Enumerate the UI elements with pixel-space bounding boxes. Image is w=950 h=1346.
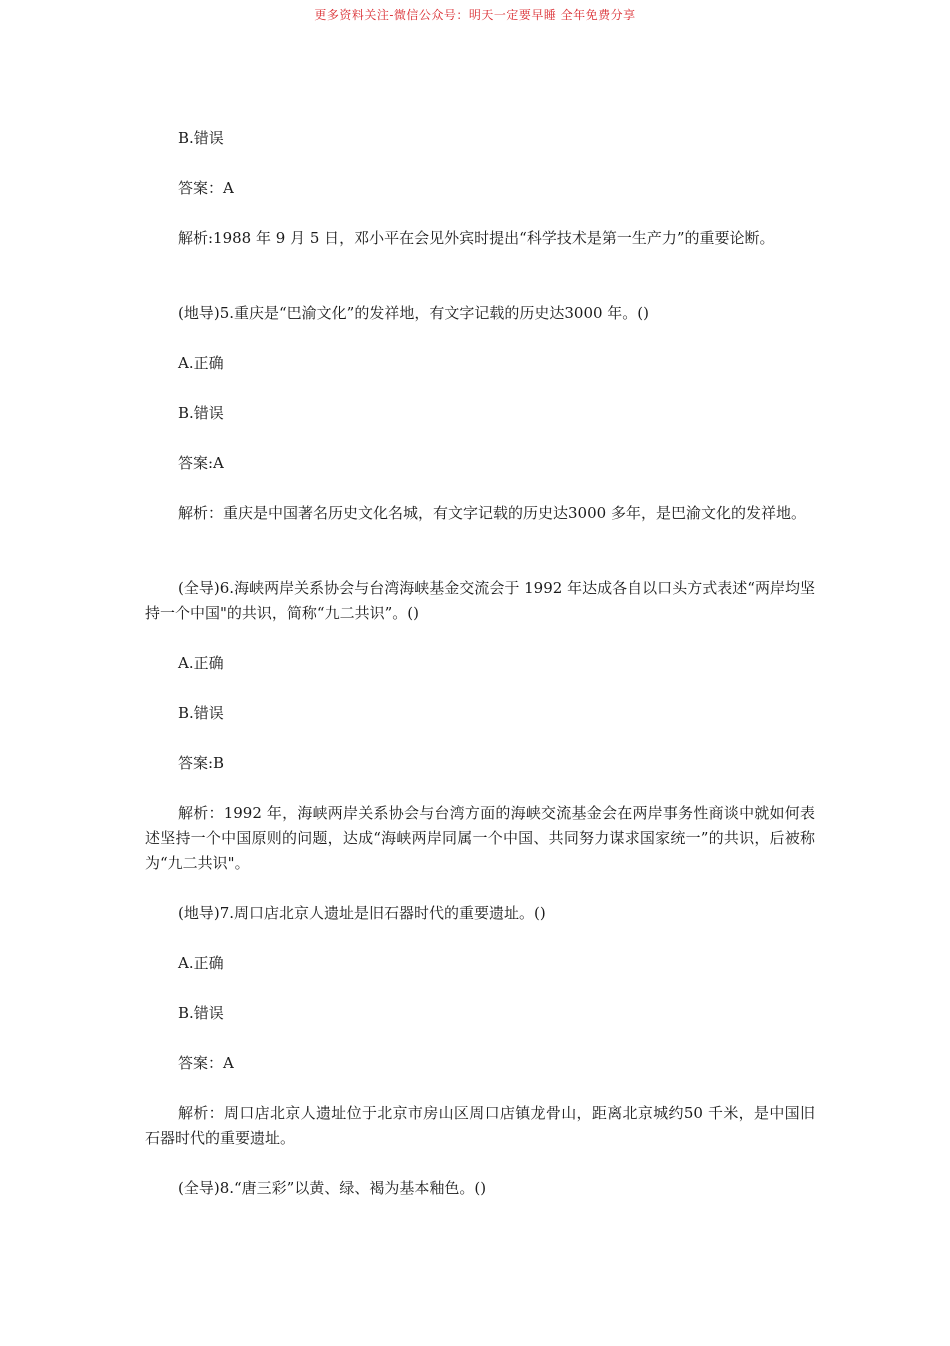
q6-analysis: 解析：1992 年，海峡两岸关系协会与台湾方面的海峡交流基金会在两岸事务性商谈中就如何表述坚持一个中国原则的问题，达成“海峡两岸同属一个中国、共同努力谋求国家统一”的共识，后被称为“九二共识"。 [145,804,815,872]
q6-option-a: A.正确 [178,654,224,672]
q4-analysis: 解析:1988 年 9 月 5 日，邓小平在会见外宾时提出“科学技术是第一生产力”的重要论断。 [178,229,775,247]
q8-question: (全导)8.“唐三彩”以黄、绿、褐为基本釉色。() [178,1179,487,1197]
q7-option-a: A.正确 [178,954,224,972]
q6-question: (全导)6.海峡两岸关系协会与台湾海峡基金交流会于 1992 年达成各自以口头方式表述“两岸均坚持一个中国"的共识，简称“九二共识”。() [145,579,815,622]
q4-answer: 答案：A [178,179,234,197]
q7-option-b: B.错误 [178,1004,224,1022]
q7-answer: 答案：A [178,1054,234,1072]
q5-option-a: A.正确 [178,354,224,372]
q5-answer: 答案:A [178,454,224,472]
q5-question: (地导)5.重庆是“巴渝文化”的发祥地，有文字记载的历史达3000 年。() [178,304,650,322]
header-banner: 更多资料关注-微信公众号：明天一定要早睡 全年免费分享 [314,8,636,22]
q5-option-b: B.错误 [178,404,224,422]
q7-analysis: 解析：周口店北京人遗址位于北京市房山区周口店镇龙骨山，距离北京城约50 千米，是中国旧石器时代的重要遗址。 [145,1104,815,1147]
q5-analysis: 解析：重庆是中国著名历史文化名城，有文字记载的历史达3000 多年，是巴渝文化的发祥地。 [178,504,806,522]
q4-option-b: B.错误 [178,129,224,147]
q6-answer: 答案:B [178,754,225,772]
q6-option-b: B.错误 [178,704,224,722]
q7-question: (地导)7.周口店北京人遗址是旧石器时代的重要遗址。() [178,904,546,922]
